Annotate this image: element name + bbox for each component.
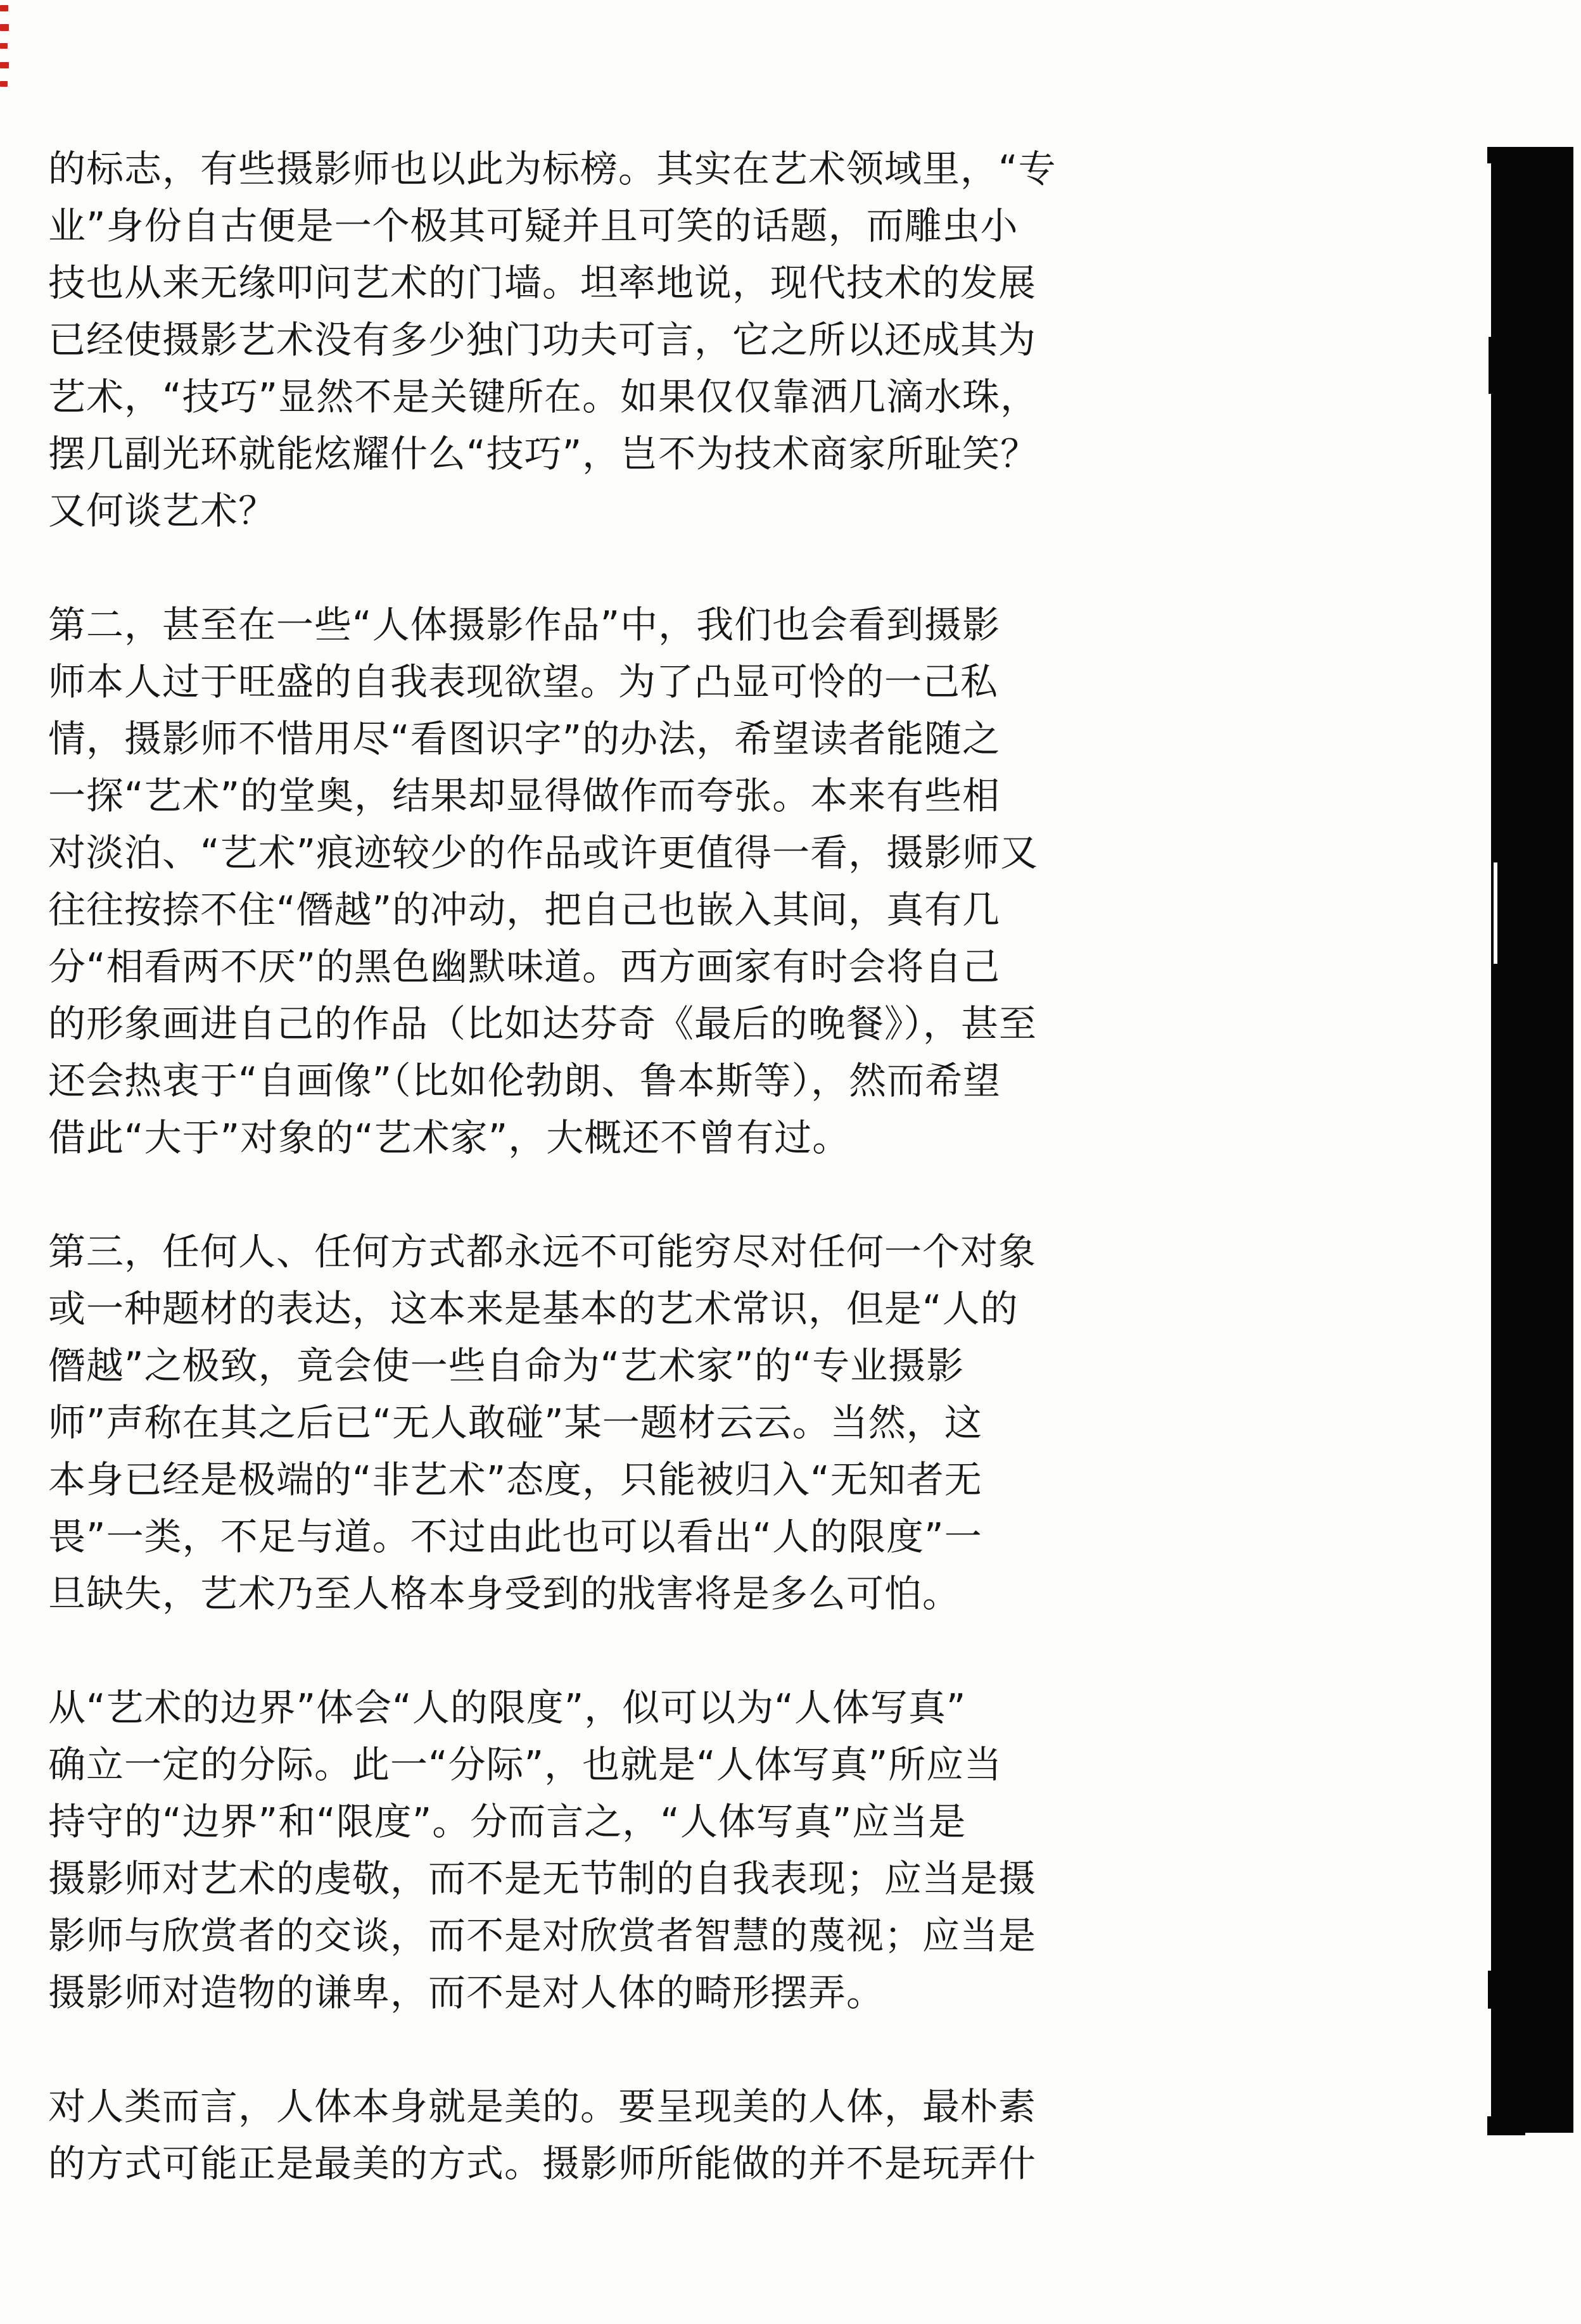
- text-line: 的标志，有些摄影师也以此为标榜。其实在艺术领域里，“专: [48, 147, 1057, 191]
- text-line: 或一种题材的表达，这本来是基本的艺术常识，但是“人的: [48, 1287, 1019, 1330]
- text-line: 摄影师对艺术的虔敬，而不是无节制的自我表现；应当是摄: [48, 1857, 1037, 1900]
- text-line: 艺术，“技巧”显然不是关键所在。如果仅仅靠洒几滴水珠，: [48, 375, 1039, 419]
- text-line: 师”声称在其之后已“无人敢碰”某一题材云云。当然，这: [48, 1401, 982, 1444]
- text-line: 旦缺失，艺术乃至人格本身受到的戕害将是多么可怕。: [48, 1572, 961, 1615]
- page-text-block: [48, 141, 1055, 2192]
- text-line: 从“艺术的边界”体会“人的限度”，似可以为“人体写真”: [48, 1686, 967, 1729]
- text-line: 业”身份自古便是一个极其可疑并且可笑的话题，而雕虫小: [48, 204, 1019, 248]
- text-line: 借此“大于”对象的“艺术家”，大概还不曾有过。: [48, 1116, 851, 1159]
- text-line: 技也从来无缘叩问艺术的门墙。坦率地说，现代技术的发展: [48, 261, 1037, 305]
- text-line: 第三，任何人、任何方式都永远不可能穷尽对任何一个对象: [48, 1230, 1037, 1273]
- text-line: 师本人过于旺盛的自我表现欲望。为了凸显可怜的一己私: [48, 660, 999, 704]
- text-line: 又何谈艺术？: [48, 489, 277, 533]
- paragraph-2: [48, 597, 1055, 1166]
- paragraph-4: [48, 1679, 1055, 2021]
- text-line: 摄影师对造物的谦卑，而不是对人体的畸形摆弄。: [48, 1971, 885, 2014]
- paragraph-3: [48, 1223, 1055, 1622]
- text-line: 的形象画进自己的作品（比如达芬奇《最后的晚餐》），甚至: [48, 1002, 1038, 1045]
- scan-bar-nub: [1487, 2116, 1525, 2135]
- text-line: 持守的“边界”和“限度”。分而言之，“人体写真”应当是: [48, 1800, 967, 1843]
- red-dash-mark: [0, 24, 9, 31]
- paragraph-1: [48, 141, 1055, 540]
- scan-black-bar-body: [1491, 147, 1573, 2133]
- text-line: 对人类而言，人体本身就是美的。要呈现美的人体，最朴素: [48, 2085, 1037, 2128]
- scan-bar-nub: [1494, 862, 1497, 964]
- text-line: 畏”一类，不足与道。不过由此也可以看出“人的限度”一: [48, 1515, 982, 1558]
- text-line: 一探“艺术”的堂奥，结果却显得做作而夸张。本来有些相: [48, 774, 1001, 818]
- text-line: 已经使摄影艺术没有多少独门功夫可言，它之所以还成其为: [48, 318, 1037, 362]
- text-line: 还会热衷于“自画像”（比如伦勃朗、鲁本斯等），然而希望: [48, 1059, 1001, 1102]
- text-line: 确立一定的分际。此一“分际”，也就是“人体写真”所应当: [48, 1743, 1003, 1786]
- text-line: 分“相看两不厌”的黑色幽默味道。西方画家有时会将自己: [48, 945, 1001, 988]
- red-dash-mark: [0, 81, 8, 87]
- red-dash-mark: [0, 43, 8, 49]
- text-line: 影师与欣赏者的交谈，而不是对欣赏者智慧的蔑视；应当是: [48, 1914, 1037, 1957]
- text-line: 情，摄影师不惜用尽“看图识字”的办法，希望读者能随之: [48, 717, 1001, 761]
- paragraph-5: [48, 2078, 1055, 2192]
- scan-bar-nub: [1489, 337, 1492, 394]
- text-line: 的方式可能正是最美的方式。摄影师所能做的并不是玩弄什: [48, 2142, 1037, 2185]
- red-dash-mark: [0, 5, 8, 11]
- text-line: 摆几副光环就能炫耀什么“技巧”，岂不为技术商家所耻笑？: [48, 432, 1039, 476]
- scan-bar-nub: [1487, 147, 1492, 163]
- text-line: 本身已经是极端的“非艺术”态度，只能被归入“无知者无: [48, 1458, 982, 1501]
- text-line: 僭越”之极致，竟会使一些自命为“艺术家”的“专业摄影: [48, 1344, 965, 1387]
- scan-bar-nub: [1488, 1971, 1492, 2009]
- text-line: 往往按捺不住“僭越”的冲动，把自己也嵌入其间，真有几: [48, 888, 1001, 931]
- red-dash-mark: [0, 62, 9, 68]
- text-line: 第二，甚至在一些“人体摄影作品”中，我们也会看到摄影: [48, 603, 1001, 647]
- text-line: 对淡泊、“艺术”痕迹较少的作品或许更值得一看，摄影师又: [48, 831, 1039, 875]
- scan-black-bar: [1491, 147, 1573, 2133]
